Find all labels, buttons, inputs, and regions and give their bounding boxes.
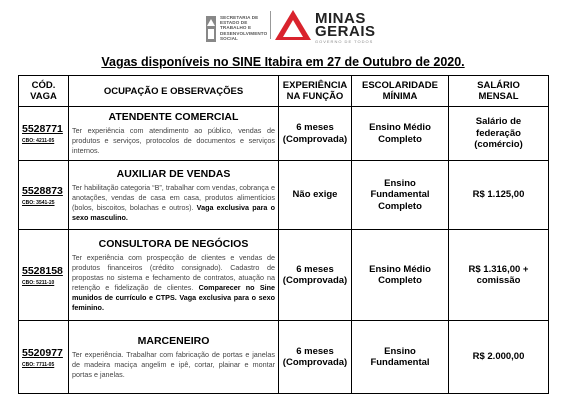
cbo-code: CBO: 4211-05: [22, 138, 55, 144]
header-logos: [205, 6, 405, 46]
document-title: Vagas disponíveis no SINE Itabira em 27 de Outubro de 2020.: [101, 55, 465, 69]
header-experience: EXPERIÊNCIA NA FUNÇÃO: [279, 76, 352, 107]
occupation-title: ATENDENTE COMERCIAL: [108, 111, 239, 123]
experience-cell: Não exige: [279, 161, 352, 230]
logo-word-gerais: GERAIS: [315, 23, 376, 40]
salary-cell: R$ 1.316,00 + comissão: [449, 230, 549, 321]
occupation-title: CONSULTORA DE NEGÓCIOS: [98, 237, 249, 250]
logo-word-minas: MINAS: [315, 10, 366, 27]
salary-cell: R$ 2.000,00: [449, 321, 549, 394]
logo-tagline: GOVERNO DE TODOS: [315, 39, 374, 44]
cbo-code: CBO: 5211-10: [22, 279, 55, 286]
education-cell: Ensino Médio Completo: [352, 107, 449, 161]
table-row: [19, 321, 549, 394]
occupation-description: Ter experiência. Trabalhar com fabricação de portas e janelas de madeira maciça angelim e ipê, cortar, plainar e montar portas e janelas.: [72, 349, 275, 379]
vacancy-code: 5528158: [22, 264, 63, 277]
job-vacancies-table: [18, 75, 549, 394]
cbo-code: CBO: 7711-05: [22, 361, 55, 368]
vacancy-code: 5528873: [22, 184, 63, 197]
vacancy-code-cell: [19, 230, 69, 321]
occupation-description: Ter experiência com atendimento ao público, vendas de produtos e serviços, protocolos de documentos e serviços internos.: [72, 126, 275, 155]
logo-divider: [270, 11, 271, 39]
header-education: ESCOLARIDADE MÍNIMA: [352, 76, 449, 107]
education-cell: Ensino Médio Completo: [352, 230, 449, 321]
secretaria-text: SECRETARIA DE ESTADO DE TRABALHO E DESENVOLVIMENTO SOCIAL: [220, 15, 268, 41]
vacancy-code: 5528771: [22, 123, 63, 135]
header-salary: SALÁRIO MENSAL: [449, 76, 549, 107]
table-row: [19, 161, 549, 230]
experience-cell: 6 meses (Comprovada): [279, 107, 352, 161]
secretaria-logo: [205, 12, 268, 46]
cbo-code: CBO: 3541-25: [22, 199, 55, 206]
state-emblem-icon: [205, 16, 217, 42]
vacancy-code: 5520977: [22, 346, 63, 359]
vacancy-code-cell: [19, 161, 69, 230]
occupation-title: AUXILIAR DE VENDAS: [116, 167, 231, 180]
occupation-cell: [69, 230, 279, 321]
table-row: [19, 230, 549, 321]
occupation-title: MARCENEIRO: [137, 334, 210, 347]
minas-gerais-triangle-icon: [275, 10, 311, 40]
minas-gerais-logo: [275, 8, 395, 44]
occupation-cell: [69, 161, 279, 230]
education-cell: Ensino Fundamental: [352, 321, 449, 394]
occupation-note: Comparecer no Sine munidos de currículo e CTPS. Vaga exclusiva para o sexo feminino.: [72, 282, 276, 312]
occupation-description: Ter habilitação categoria “B”, trabalhar com vendas, cobrança e anotações, vendas de casa em casa, produtos alimentícios (bolos, biscoitos, bolachas e outros). Vaga exclusiva para o sexo masculino.: [72, 182, 275, 222]
occupation-note: Vaga exclusiva para o sexo masculino.: [72, 202, 275, 222]
education-cell: Ensino Fundamental Completo: [352, 161, 449, 230]
occupation-cell: [69, 107, 279, 161]
header-occupation: OCUPAÇÃO E OBSERVAÇÕES: [69, 76, 279, 107]
salary-cell: R$ 1.125,00: [449, 161, 549, 230]
salary-cell: Salário de federação (comércio): [449, 107, 549, 161]
occupation-description: Ter experiência com prospecção de clientes e vendas de produtos financeiros (crédito consignado). Cadastro de propostas no sistema e fechamento de contratos, atuação na retenção e fidelização de clientes. Comparecer no Sine munidos de currículo e CTPS. Vaga exclusiva para o sexo feminino.: [72, 252, 276, 312]
vacancy-code-cell: [19, 321, 69, 394]
vacancy-code-cell: [19, 107, 69, 161]
header-code: CÓD. VAGA: [19, 76, 69, 107]
table-header-row: [19, 76, 549, 107]
table-row: [19, 107, 549, 161]
experience-cell: 6 meses (Comprovada): [279, 321, 352, 394]
occupation-cell: [69, 321, 279, 394]
experience-cell: 6 meses (Comprovada): [279, 230, 352, 321]
